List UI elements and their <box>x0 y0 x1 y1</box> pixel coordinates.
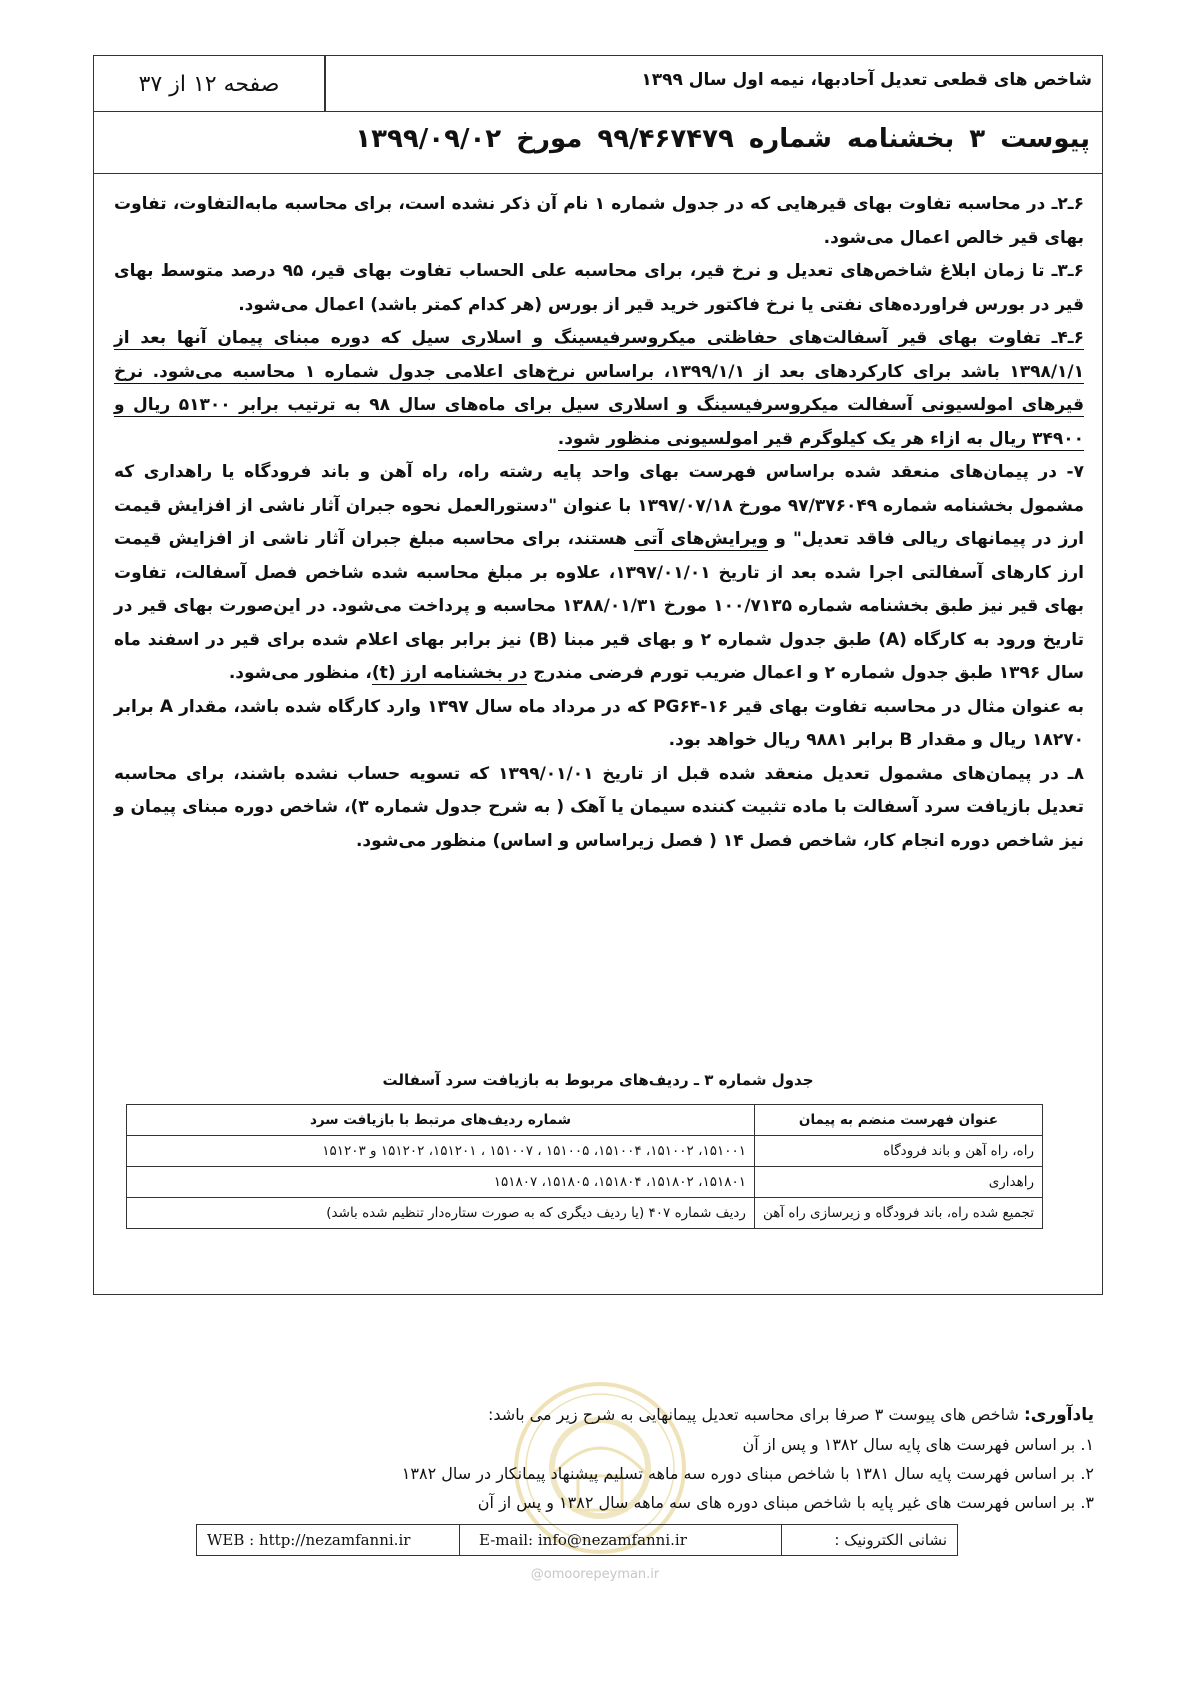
contact-label: نشانی الکترونیک : <box>834 1531 947 1549</box>
table-cell: ۱۵۱۰۰۱، ۱۵۱۰۰۲، ۱۵۱۰۰۴، ۱۵۱۰۰۵ ، ۱۵۱۰۰۷ ، ۱۵۱۲۰۱، ۱۵۱۲۰۲ و ۱۵۱۲۰۳ <box>127 1136 755 1167</box>
appendix-row <box>94 112 1102 174</box>
notes-intro: شاخص های پیوست ۳ صرفا برای محاسبه تعدیل پیمانهایی به شرح زیر می باشد: <box>488 1405 1019 1424</box>
header-divider <box>324 56 326 112</box>
notes-item: ۱. بر اساس فهرست های پایه سال ۱۳۸۲ و پس از آن <box>742 1435 1094 1454</box>
contact-footer <box>196 1524 958 1556</box>
paragraph-7-part-c: ، منظور می‌شود. <box>228 663 372 683</box>
table-row <box>127 1167 1043 1198</box>
page-number: صفحه ۱۲ از ۳۷ <box>138 71 280 97</box>
table-cell: راهداری <box>754 1167 1042 1198</box>
paragraph-8: ۸ـ در پیمان‌های مشمول تعدیل منعقد شده قبل از تاریخ ۱۳۹۹/۰۱/۰۱ که تسویه حساب نشده باشند، برای محاسبه تعدیل بازیافت سرد آسفالت با ماده تثبیت کننده سیمان یا آهک ( به شرح جدول شماره ۳)، شاخص دوره مبنای پیمان و نیز شاخص دوره انجام کار، شاخص فصل ۱۴ ( فصل زیراساس و اساس) منظور می‌شود. <box>114 763 1085 851</box>
notes-item: ۳. بر اساس فهرست های غیر پایه با شاخص مبنای دوره های سه ماهه سال ۱۳۸۲ و پس از آن <box>477 1493 1094 1512</box>
table-row <box>127 1136 1043 1167</box>
appendix-title: پیوست ۳ بخشنامه شماره ۹۹/۴۶۷۴۷۹ مورخ ۱۳۹۹/۰۹/۰۲ <box>355 124 1090 154</box>
paragraph-6-4-text: ۶ـ۴ـ تفاوت بهای قیر آسفالت‌های حفاظتی میکروسرفیسینگ و اسلاری سیل که دوره مبنای پیمان آنها بعد از ۱۳۹۸/۱/۱ باشد برای کارکردهای بعد از ۱۳۹۹/۱/۱، براساس نرخ‌های اعلامی جدول شماره ۱ محاسبه می‌شود. نرخ قیرهای امولسیونی آسفالت میکروسرفیسینگ و اسلاری سیل برای ماه‌های سال ۹۸ به ترتیب برابر ۵۱۳۰۰ ریال و ۳۴۹۰۰ ریال به ازاء هر یک کیلوگرم قیر امولسیونی منظور شود. <box>114 328 1084 449</box>
footer-divider <box>781 1525 782 1555</box>
footer-divider <box>459 1525 460 1555</box>
table-caption: جدول شماره ۳ ـ ردیف‌های مربوط به بازیافت سرد آسفالت <box>382 1071 814 1089</box>
paragraph-7-underline-2: در بخشنامه ارز (t) <box>371 663 528 683</box>
paragraph-6-3: ۶ـ۳ـ تا زمان ابلاغ شاخص‌های تعدیل و نرخ قیر، برای محاسبه علی الحساب تفاوت بهای قیر، ۹۵ درصد متوسط بهای قیر در بورس فراورده‌های نفتی یا نرخ فاکتور خرید قیر از بورس (هر کدام کمتر باشد) اعمال می‌شود. <box>114 261 1084 315</box>
header-row <box>94 56 1102 112</box>
table-header-row <box>127 1105 1043 1136</box>
page-frame <box>93 55 1103 1295</box>
paragraph-7-underline-1: ویرایش‌های آتی <box>634 529 769 549</box>
notes-heading: یادآوری: <box>1023 1405 1094 1425</box>
website-link[interactable]: WEB : http://nezamfanni.ir <box>207 1531 411 1549</box>
watermark-text: @omoorepeyman.ir <box>530 1567 660 1582</box>
paragraph-6-2: ۶ـ۲ـ در محاسبه تفاوت بهای قیرهایی که در جدول شماره ۱ نام آن ذکر نشده است، برای محاسبه مابه‌التفاوت، تفاوت بهای قیر خالص اعمال می‌شود. <box>114 194 1084 248</box>
table-cell: ردیف شماره ۴۰۷ (یا ردیف دیگری که به صورت ستاره‌دار تنظیم شده باشد) <box>127 1198 755 1229</box>
paragraph-7 <box>114 456 1084 691</box>
table-cell: راه، راه آهن و باند فرودگاه <box>754 1136 1042 1167</box>
body-text <box>114 188 1084 858</box>
paragraph-7-example: به عنوان مثال در محاسبه تفاوت بهای قیر PG۶۴-۱۶ که در مرداد ماه سال ۱۳۹۷ وارد کارگاه شده باشد، مقدار A برابر ۱۸۲۷۰ ریال و مقدار B برابر ۹۸۸۱ ریال خواهد بود. <box>114 696 1085 750</box>
table-cell: تجمیع شده راه، باند فرودگاه و زیرسازی راه آهن <box>754 1198 1042 1229</box>
table-row <box>127 1198 1043 1229</box>
notes-item: ۲. بر اساس فهرست پایه سال ۱۳۸۱ با شاخص مبنای دوره سه ماهه تسلیم پیشنهاد پیمانکار در سال ۱۳۸۲ <box>401 1464 1094 1483</box>
paragraph-7-part-b: هستند، برای محاسبه مبلغ جبران آثار ناشی از افزایش قیمت ارز کارهای آسفالتی اجرا شده بعد از تاریخ ۱۳۹۷/۰۱/۰۱، علاوه بر مبلغ محاسبه شده شاخص فصل آسفالت، تفاوت بهای قیر نیز طبق بخشنامه شماره ۱۰۰/۷۱۳۵ مورخ ۱۳۸۸/۰۱/۳۱ محاسبه و پرداخت می‌شود. در این‌صورت بهای قیر در تاریخ ورود به کارگاه (A) طبق جدول شماره ۲ و بهای قیر مبنا (B) نیز برابر بهای اعلام شده برای قیر در اسفند ماه سال ۱۳۹۶ طبق جدول شماره ۲ و اعمال ضریب تورم فرضی مندرج <box>114 529 1085 683</box>
email-link[interactable]: E-mail: info@nezamfanni.ir <box>479 1531 687 1549</box>
notes-intro-line <box>402 1400 1094 1430</box>
recycling-table <box>126 1104 1043 1229</box>
table-cell: ۱۵۱۸۰۱، ۱۵۱۸۰۲، ۱۵۱۸۰۴، ۱۵۱۸۰۵، ۱۵۱۸۰۷ <box>127 1167 755 1198</box>
paragraph-6-4 <box>114 322 1084 456</box>
header-title: شاخص های قطعی تعدیل آحادبها، نیمه اول سال ۱۳۹۹ <box>641 70 1092 90</box>
notes-section <box>402 1400 1094 1517</box>
paragraph-7-part-a: ۷- در پیمان‌های منعقد شده براساس فهرست بهای واحد پایه رشته راه، راه آهن و باند فرودگاه یا راهداری که مشمول بخشنامه شماره ۹۷/۳۷۶۰۴۹ مورخ ۱۳۹۷/۰۷/۱۸ با عنوان "دستورالعمل نحوه جبران آثار ناشی از افزایش قیمت ارز در پیمانهای ریالی فاقد تعدیل" و <box>114 462 1085 549</box>
table-header-cell: شماره ردیف‌های مرتبط با بازیافت سرد <box>127 1105 755 1136</box>
table-header-cell: عنوان فهرست منضم به پیمان <box>754 1105 1042 1136</box>
